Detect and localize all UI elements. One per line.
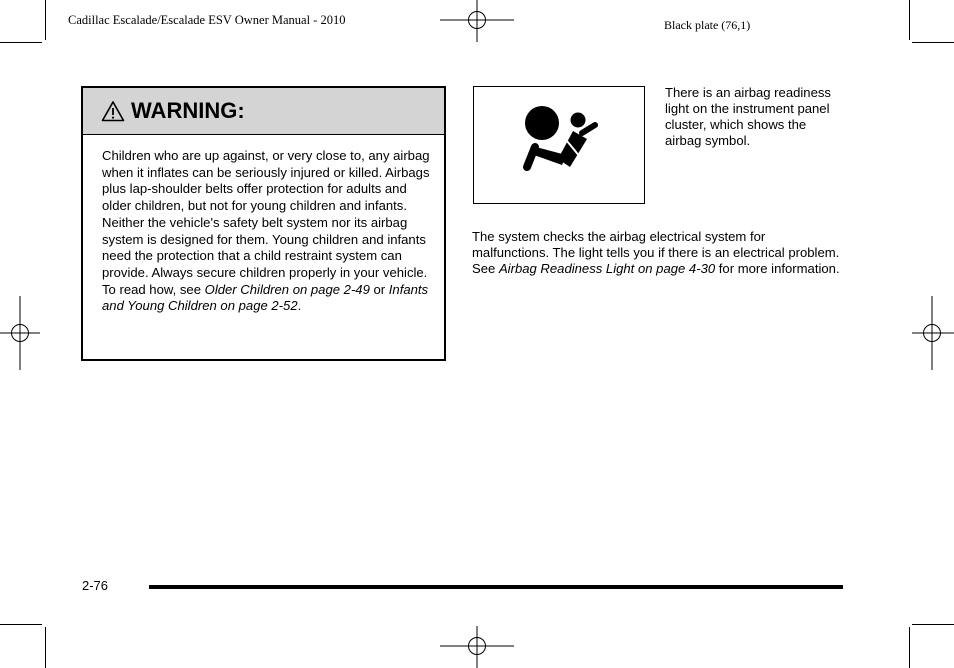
warning-box: [81, 86, 446, 361]
warning-connector: or: [369, 281, 389, 297]
warning-body-text: Children who are up against, or very close to, any airbag when it inflates can be seriously injured or killed. Airbags plus lap-shoulder belts offer protection for adults and older children, but not for young children and infants. Neither the vehicle's safety belt system nor its airbag system is designed for them. Young children and infants need the protection that a child restraint system can provide. Always secure children properly in your vehicle. To read how, see: [102, 148, 430, 297]
system-check-text-end: for more information.: [715, 261, 840, 276]
registration-mark-right-icon: [912, 296, 954, 370]
plate-label: Black plate (76,1): [664, 18, 751, 32]
infants-link[interactable]: Infants and Young Children on page 2-52: [102, 281, 429, 314]
warning-title: WARNING:: [131, 98, 245, 123]
warning-text: [102, 148, 432, 315]
airbag-readiness-light-link[interactable]: Airbag Readiness Light on page 4-30: [498, 261, 716, 276]
registration-mark-left-icon: [0, 296, 40, 370]
airbag-light-caption: There is an airbag readiness light on the instrument panel cluster, which shows the airbag symbol.: [665, 85, 831, 148]
system-check-text: The system checks the airbag electrical system for malfunctions. The light tells you if there is an electrical problem. See: [472, 229, 840, 276]
page-number: 2-76: [82, 578, 109, 593]
warning-end: .: [297, 298, 302, 314]
warning-triangle-icon: [101, 100, 125, 122]
footer-rule: [149, 585, 843, 589]
manual-title: Cadillac Escalade/Escalade ESV Owner Manual - 2010: [68, 13, 346, 27]
system-check-paragraph: [472, 229, 844, 277]
warning-header: [83, 88, 444, 135]
registration-mark-bottom-icon: [440, 626, 514, 668]
registration-mark-top-icon: [440, 0, 514, 42]
older-children-link[interactable]: Older Children on page 2-49: [204, 281, 370, 297]
airbag-readiness-icon: [474, 87, 644, 203]
airbag-symbol-figure: [473, 86, 645, 204]
